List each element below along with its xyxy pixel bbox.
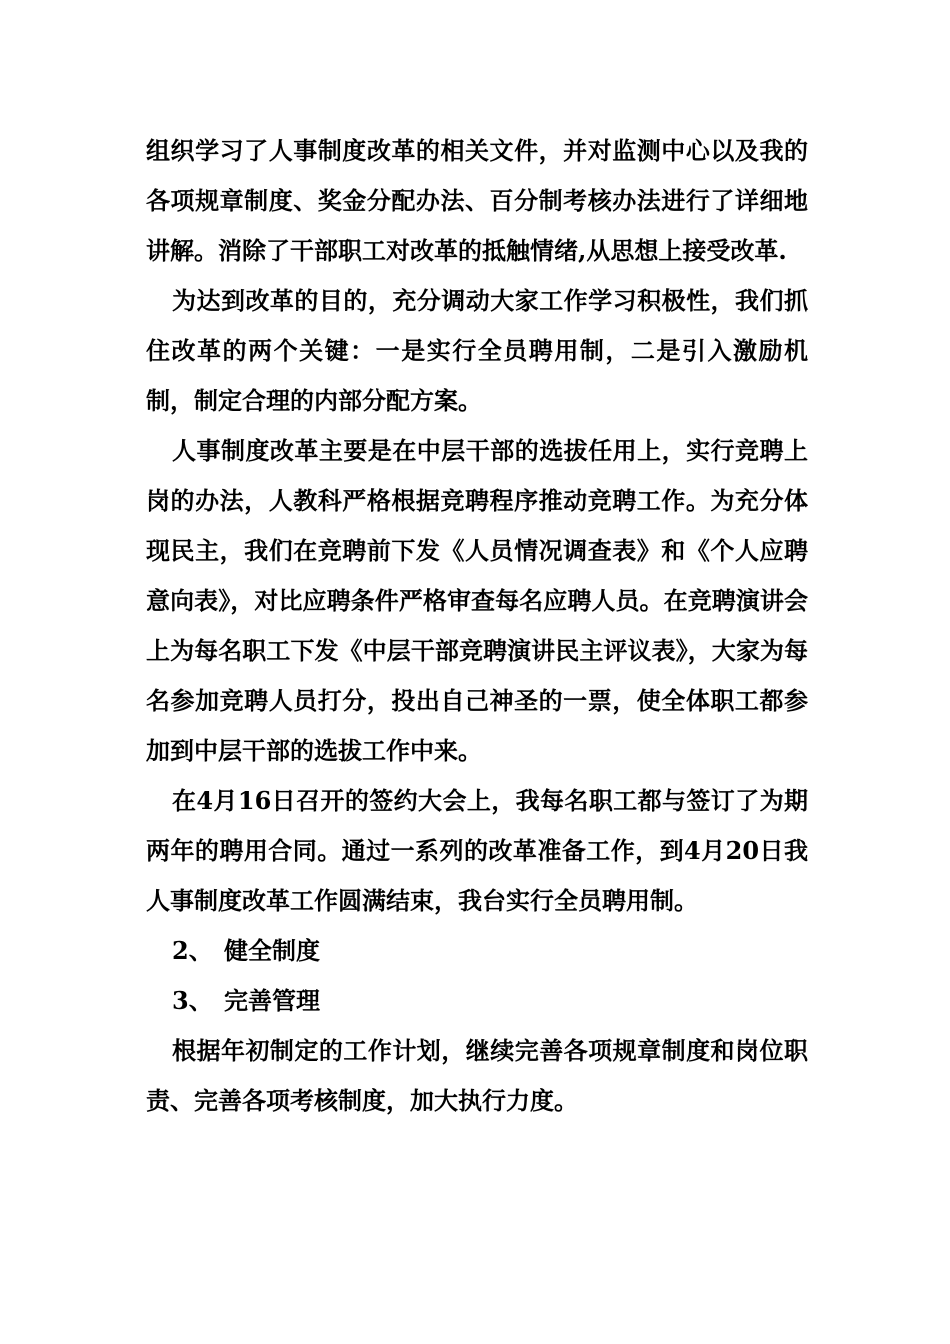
paragraph-study-documents: 组织学习了人事制度改革的相关文件，并对监测中心以及我的各项规章制度、奖金分配办法、百分制考核办法进行了详细地讲解。消除了干部职工对改革的抵触情绪,从思想上接受改革. xyxy=(146,136,808,265)
document-body xyxy=(146,126,808,1126)
list-item-number: 3、 xyxy=(172,986,213,1015)
paragraph-contract-signing: 在4月16日召开的签约大会上，我每名职工都与签订了为期两年的聘用合同。通过一系列的改革准备工作，到4月20日我人事制度改革工作圆满结束，我台实行全员聘用制。 xyxy=(146,786,808,915)
list-item-label: 完善管理 xyxy=(224,986,320,1015)
paragraph-reform-goals: 为达到改革的目的，充分调动大家工作学习积极性，我们抓住改革的两个关键：一是实行全员聘用制，二是引入激励机制，制定合理的内部分配方案。 xyxy=(146,286,808,415)
list-item-improve-management xyxy=(146,976,808,1026)
paragraph-competitive-recruitment: 人事制度改革主要是在中层干部的选拔任用上，实行竞聘上岗的办法，人教科严格根据竞聘程序推动竞聘工作。为充分体现民主，我们在竞聘前下发《人员情况调查表》和《个人应聘意向表》，对比应聘条件严格审查每名应聘人员。在竞聘演讲会上为每名职工下发《中层干部竞聘演讲民主评议表》，大家为每名参加竞聘人员打分，投出自己神圣的一票，使全体职工都参加到中层干部的选拔工作中来。 xyxy=(146,436,808,765)
list-item-label: 健全制度 xyxy=(224,936,320,965)
paragraph-work-plan: 根据年初制定的工作计划，继续完善各项规章制度和岗位职责、完善各项考核制度，加大执行力度。 xyxy=(146,1036,808,1115)
list-item-improve-system xyxy=(146,926,808,976)
list-item-number: 2、 xyxy=(172,936,213,965)
